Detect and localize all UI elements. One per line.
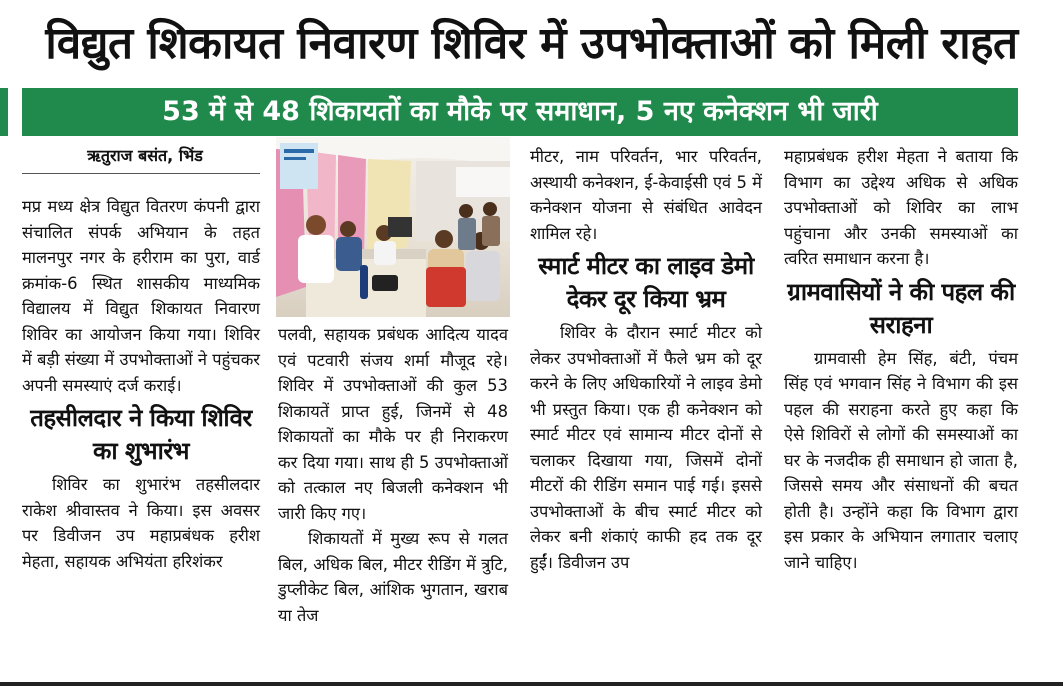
article-column-4 bbox=[784, 144, 1018, 575]
column1-paragraph-1: मप्र मध्य क्षेत्र विद्युत वितरण कंपनी द्वारा संचालित संपर्क अभियान के तहत मालनपुर नगर के हरीराम का पुरा, वार्ड क्रमांक-6 स्थित शासकीय माध्यमिक विद्यालय में विद्युत शिकायत निवारण शिविर का आयोजन किया गया। शिविर में बड़ी संख्या में उपभोक्ताओं ने पहुंचकर अपनी समस्याएं दर्ज कराई। bbox=[22, 197, 260, 395]
subheadline-banner: 53 में से 48 शिकायतों का मौके पर समाधान, 5 नए कनेक्शन भी जारी bbox=[22, 88, 1018, 136]
headline: विद्युत शिकायत निवारण शिविर में उपभोक्ताओं को मिली राहत bbox=[45, 18, 1018, 69]
bottom-divider bbox=[0, 682, 1063, 686]
left-color-marker bbox=[0, 88, 8, 136]
column1-subheading: तहसीलदार ने किया शिविर का शुभारंभ bbox=[30, 404, 252, 465]
column2-paragraph-2: शिकायतों में मुख्य रूप से गलत बिल, अधिक बिल, मीटर रीडिंग में त्रुटि, डुप्लीकेट बिल, आंशिक भुगतान, खराब या तेज bbox=[278, 529, 508, 625]
article-column-1 bbox=[22, 194, 260, 574]
column4-paragraph-1: महाप्रबंधक हरीश मेहता ने बताया कि विभाग का उद्देश्य अधिक से अधिक उपभोक्ताओं को शिविर का लाभ पहुंचाना और उनकी समस्याओं का त्वरित समाधान करना है। bbox=[784, 147, 1018, 268]
byline: ऋतुराज बसंत, भिंड bbox=[87, 146, 203, 165]
news-photo bbox=[276, 137, 510, 317]
byline-divider bbox=[22, 173, 260, 174]
column4-paragraph-2: ग्रामवासी हेम सिंह, बंटी, पंचम सिंह एवं भगवान सिंह ने विभाग की इस पहल की सराहना करते हुए कहा कि ऐसे शिविरों से लोगों की समस्याओं का घर के नजदीक ही समाधान हो जाता है, जिससे समय और संसाधनों की बचत होती है। उन्होंने कहा कि विभाग द्वारा इस प्रकार के अभियान लगातार चलाए जाने चाहिए। bbox=[784, 348, 1018, 572]
column3-paragraph-2: शिविर के दौरान स्मार्ट मीटर को लेकर उपभोक्ताओं में फैले भ्रम को दूर करने के लिए अधिकारियों ने लाइव डेमो भी प्रस्तुत किया। एक ही कनेक्शन को स्मार्ट मीटर एवं सामान्य मीटर दोनों से चलाकर दिखाया गया, जिसमें दोनों मीटरों की रीडिंग समान पाई गई। इससे उपभोक्ताओं के बीच स्मार्ट मीटर को लेकर बनी शंकाएं काफी हद तक दूर हुईं। डिवीजन उप bbox=[530, 323, 762, 572]
article-column-2 bbox=[278, 322, 508, 628]
column3-subheading: स्मार्ट मीटर का लाइव डेमो देकर दूर किया भ्रम bbox=[538, 252, 754, 313]
article-column-3 bbox=[530, 144, 762, 575]
camp-photo-illustration bbox=[276, 137, 510, 317]
column2-paragraph-1: पलवी, सहायक प्रबंधक आदित्य यादव एवं पटवारी संजय शर्मा मौजूद रहे। शिविर में उपभोक्ताओं की कुल 53 शिकायतें प्राप्त हुई, जिनमें से 48 शिकायतों का मौके पर ही निराकरण कर दिया गया। साथ ही 5 उपभोक्ताओं को तत्काल नए बिजली कनेक्शन भी जारी किए गए। bbox=[278, 325, 508, 523]
column3-paragraph-1: मीटर, नाम परिवर्तन, भार परिवर्तन, अस्थायी कनेक्शन, ई-केवाईसी एवं 5 में कनेक्शन योजना से संबंधित आवेदन शामिल रहे। bbox=[530, 147, 762, 243]
column4-subheading: ग्रामवासियों ने की पहल की सराहना bbox=[787, 277, 1015, 339]
column1-paragraph-2: शिविर का शुभारंभ तहसीलदार राकेश श्रीवास्तव ने किया। इस अवसर पर डिवीजन उप महाप्रबंधक हरीश मेहता, सहायक अभियंता हरिशंकर bbox=[22, 475, 260, 571]
